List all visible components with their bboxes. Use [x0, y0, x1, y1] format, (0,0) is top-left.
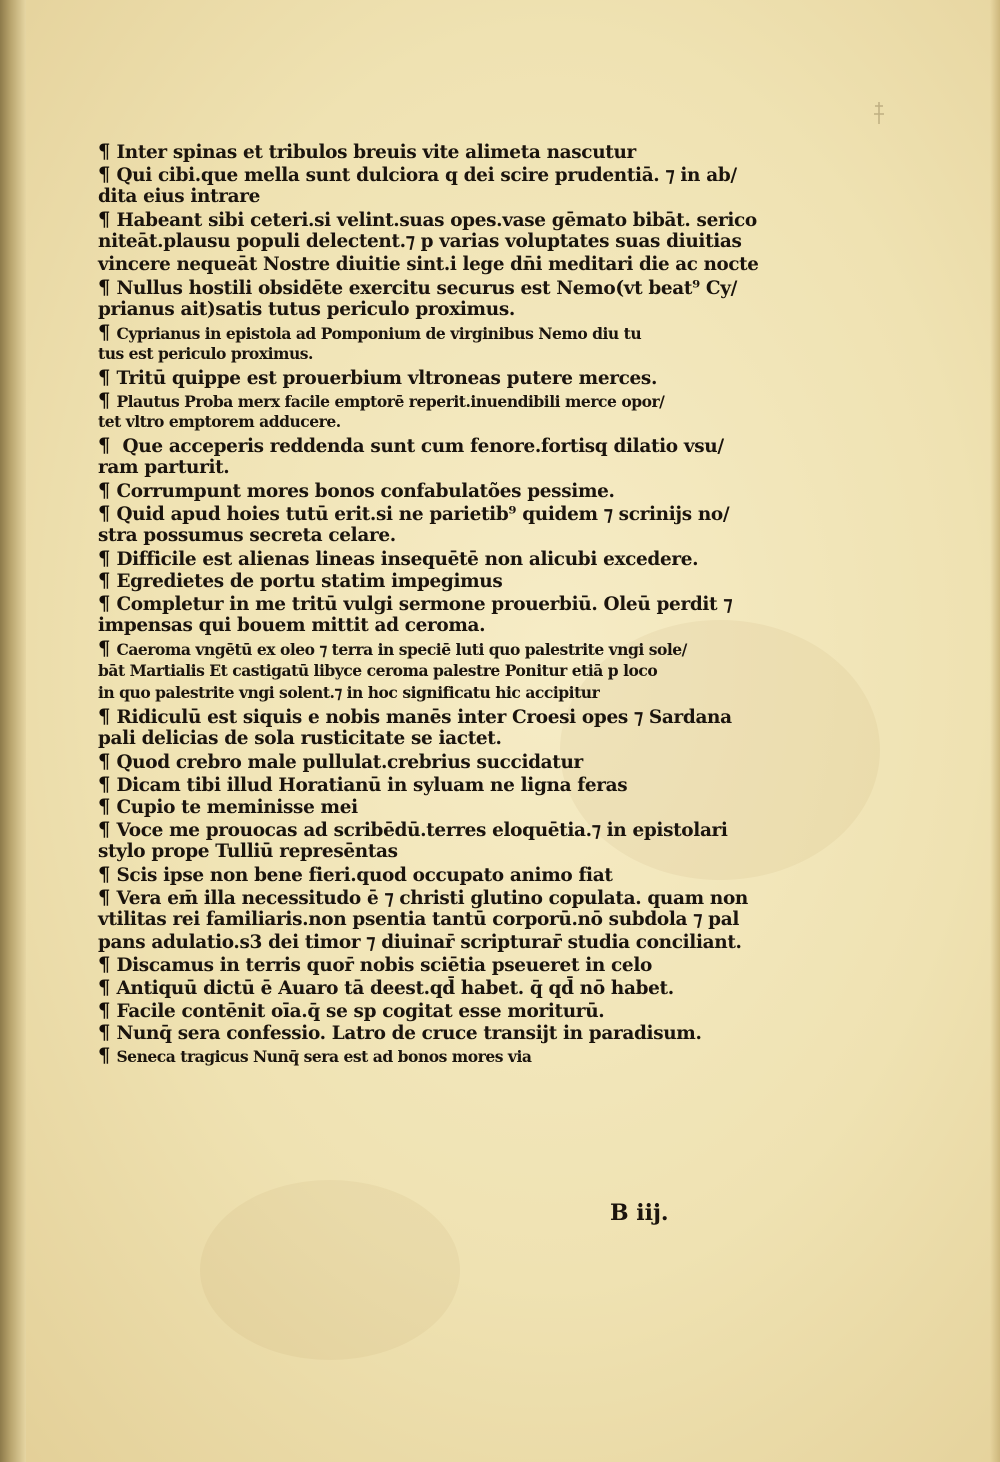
line-text: dita eius intrare: [98, 185, 261, 208]
text-line: [98, 637, 758, 660]
line-text: Dicam tibi illud Horatianū in syluam ne ligna feras: [116, 773, 628, 796]
line-text: vincere nequeāt Nostre diuitie sint.i lege dn̄i meditari die ac nocte: [98, 252, 759, 275]
paragraph-mark-icon: ¶: [98, 794, 111, 819]
text-line: [98, 773, 758, 796]
text-line: [98, 886, 758, 909]
text-line: [98, 502, 758, 525]
line-text: Egredietes de portu statim impegimus: [116, 570, 503, 593]
text-line: [98, 660, 758, 683]
text-line: [98, 434, 758, 457]
text-line: [98, 163, 758, 186]
text-line: [98, 931, 758, 954]
text-block: [98, 140, 778, 1066]
line-text: tet vltro emptorem adducere.: [98, 412, 341, 432]
paragraph-mark-icon: ¶: [98, 545, 111, 570]
text-line: [98, 1044, 758, 1067]
line-text: prianus ait)satis tutus periculo proximus.: [98, 298, 515, 321]
signature-mark: B iij.: [610, 1200, 669, 1226]
text-line: [98, 682, 758, 705]
line-text: Qui cibi.que mella sunt dulciora q dei scire prudentiā. ⁊ in ab/: [116, 163, 737, 186]
paragraph-mark-icon: ¶: [98, 206, 111, 231]
paragraph-mark-icon: ¶: [98, 974, 111, 999]
paragraph-mark-icon: ¶: [98, 862, 111, 886]
text-line: [98, 456, 758, 479]
text-line: [98, 840, 758, 863]
text-line: [98, 592, 758, 615]
line-text: Antiquū dictū ē Auaro tā deest.qd̄ habet. q̄ qd̄ nō habet.: [116, 976, 674, 999]
line-text: Habeant sibi ceteri.si velint.suas opes.vase gēmato bibāt. serico: [116, 208, 757, 231]
line-text: Vera em̄ illa necessitudo ē ⁊ christi glutino copulata. quam non: [116, 886, 748, 909]
page-gutter: [0, 0, 26, 1462]
line-text: Cyprianus in epistola ad Pomponium de virginibus Nemo diu tu: [116, 323, 642, 343]
text-line: [98, 321, 758, 344]
paragraph-mark-icon: ¶: [98, 749, 111, 774]
line-text: Que acceperis reddenda sunt cum fenore.fortisq dilatio vsu/: [116, 434, 724, 457]
text-line: [98, 976, 758, 999]
text-line: [98, 795, 758, 818]
text-line: [98, 1021, 758, 1044]
line-text: Caeroma vngētū ex oleo ⁊ terra in speciē luti quo palestrite vngi sole/: [116, 640, 687, 660]
paragraph-mark-icon: ¶: [98, 387, 110, 412]
text-line: [98, 705, 758, 728]
line-text: Inter spinas et tribulos breuis vite alimeta nascutur: [116, 141, 636, 163]
text-line: [98, 389, 758, 412]
line-text: Corrumpunt mores bonos confabulatões pessime.: [116, 479, 615, 502]
text-line: [98, 140, 758, 163]
line-text: stylo prope Tulliū represēntas: [98, 840, 398, 863]
text-line: [98, 185, 758, 208]
line-text: pans adulatio.s3 dei timor ⁊ diuinar̄ scripturar̄ studia conciliant.: [98, 930, 742, 953]
line-text: bāt Martialis Et castigatū libyce ceroma palestre Ponitur etiā p loco: [98, 660, 658, 680]
line-text: ram parturit.: [98, 456, 230, 479]
text-line: [98, 524, 758, 547]
line-text: Plautus Proba merx facile emptorē reperit.inuendibili merce opor/: [116, 391, 665, 411]
page-edge: [990, 0, 1000, 1462]
line-text: niteāt.plausu populi delectent.⁊ p varias voluptates suas diuitias: [98, 230, 742, 253]
text-line: [98, 953, 758, 976]
paragraph-mark-icon: ¶: [98, 771, 111, 796]
paragraph-mark-icon: ¶: [98, 636, 110, 661]
text-line: [98, 230, 758, 253]
paragraph-mark-icon: ¶: [98, 319, 110, 344]
text-line: [98, 908, 758, 931]
paragraph-mark-icon: ¶: [98, 952, 111, 977]
text-line: [98, 208, 758, 231]
paragraph-mark-icon: ¶: [98, 816, 111, 841]
text-line: [98, 252, 759, 276]
paragraph-mark-icon: ¶: [98, 364, 111, 389]
text-line: [98, 614, 758, 637]
text-line: [98, 547, 758, 570]
paragraph-mark-icon: ¶: [98, 1020, 111, 1045]
paragraph-mark-icon: ¶: [98, 161, 111, 186]
text-line: [98, 343, 758, 366]
text-line: [98, 569, 758, 592]
line-text: Nunq̄ sera confessio. Latro de cruce transijt in paradisum.: [116, 1022, 702, 1045]
line-text: stra possumus secreta celare.: [98, 524, 396, 547]
paragraph-mark-icon: ¶: [98, 590, 111, 615]
paragraph-mark-icon: ¶: [98, 703, 111, 728]
paragraph-mark-icon: ¶: [98, 139, 111, 163]
line-text: Seneca tragicus Nunq̄ sera est ad bonos mores via: [116, 1046, 532, 1066]
text-line: [98, 411, 758, 434]
line-text: Quod crebro male pullulat.crebrius succidatur: [116, 751, 583, 774]
text-line: [98, 479, 758, 502]
paragraph-mark-icon: ¶: [98, 500, 111, 525]
paragraph-mark-icon: ¶: [98, 274, 111, 299]
line-text: vtilitas rei familiaris.non psentia tantū corporū.nō subdola ⁊ pal: [98, 908, 739, 931]
paragraph-mark-icon: ¶: [98, 432, 111, 457]
line-text: Voce me prouocas ad scribēdū.terres eloquētia.⁊ in epistolari: [116, 818, 728, 841]
line-text: Difficile est alienas lineas insequētē non alicubi excedere.: [116, 547, 699, 570]
text-line: [98, 999, 758, 1022]
paragraph-mark-icon: ¶: [98, 884, 111, 909]
text-line: [98, 366, 758, 389]
line-text: Cupio te meminisse mei: [116, 796, 358, 819]
text-line: [98, 727, 758, 750]
line-text: in quo palestrite vngi solent.⁊ in hoc significatu hic accipitur: [98, 683, 600, 703]
paragraph-mark-icon: ¶: [98, 568, 111, 593]
line-text: Tritū quippe est prouerbium vltroneas putere merces.: [116, 366, 658, 389]
line-text: tus est periculo proximus.: [98, 344, 313, 364]
line-text: impensas qui bouem mittit ad ceroma.: [98, 614, 486, 637]
text-line: [98, 863, 758, 886]
paragraph-mark-icon: ¶: [98, 477, 111, 502]
line-text: Facile contēnit oīa.q̄ se sp cogitat esse moriturū.: [116, 999, 605, 1022]
line-text: Scis ipse non bene fieri.quod occupato animo fiat: [116, 864, 613, 886]
text-line: [98, 818, 758, 841]
line-text: Discamus in terris quor̄ nobis sciētia pseueret in celo: [116, 954, 652, 977]
line-text: Quid apud hoies tutū erit.si ne parietib⁹ quidem ⁊ scrinijs no/: [116, 502, 730, 525]
text-line: [98, 298, 758, 321]
line-text: pali delicias de sola rusticitate se iactet.: [98, 727, 502, 750]
line-text: Nullus hostili obsidēte exercitu securus est Nemo(vt beat⁹ Cy/: [116, 276, 738, 299]
text-line: [98, 276, 758, 299]
paper-stain: [200, 1180, 460, 1360]
paragraph-mark-icon: ¶: [98, 997, 111, 1022]
line-text: Completur in me tritū vulgi sermone prouerbiū. Oleū perdit ⁊: [116, 592, 733, 615]
paragraph-mark-icon: ¶: [98, 1042, 110, 1067]
text-line: [98, 750, 758, 773]
line-text: Ridiculū est siquis e nobis manēs inter Croesi opes ⁊ Sardana: [116, 705, 732, 728]
mirror-mark-icon: [872, 100, 886, 126]
